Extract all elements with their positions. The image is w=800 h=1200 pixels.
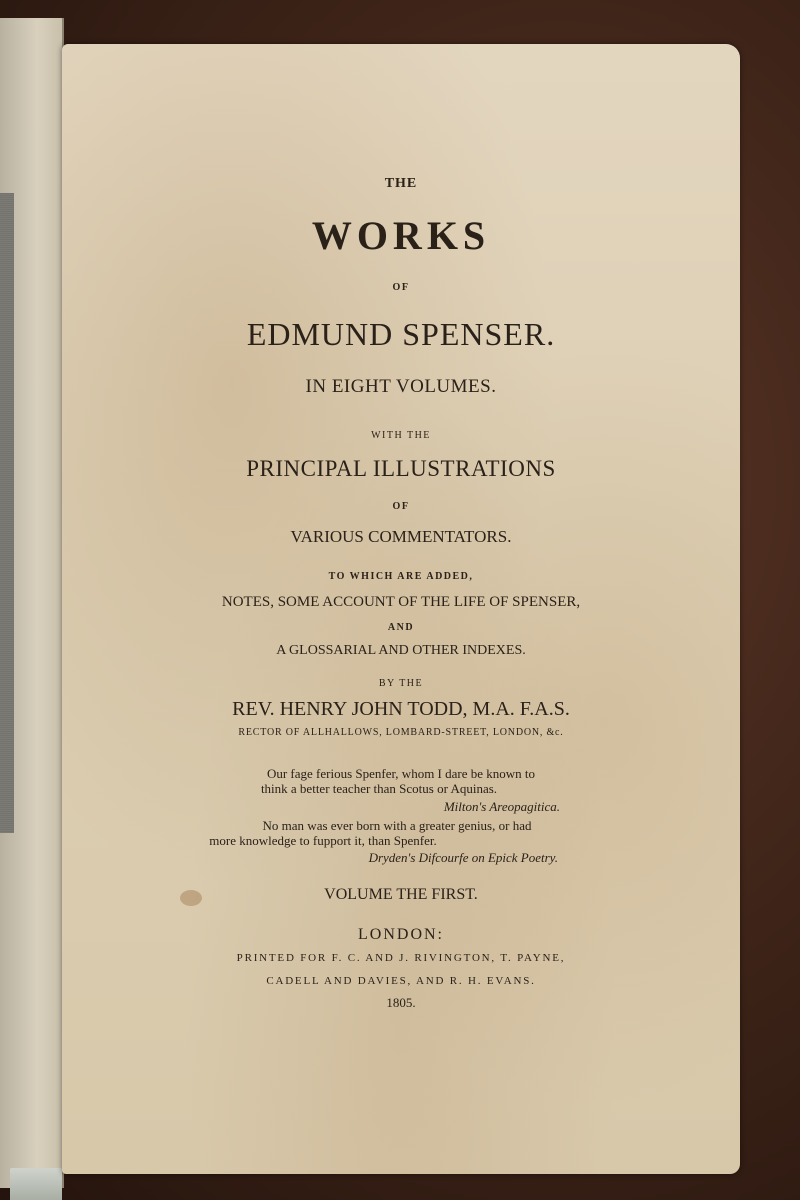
with-the-label: WITH THE xyxy=(371,430,431,441)
editor-name: REV. HENRY JOHN TODD, M.A. F.A.S. xyxy=(232,698,570,720)
works-heading: WORKS xyxy=(311,213,491,258)
engraved-plate-edge xyxy=(0,193,14,833)
of-label-1: OF xyxy=(392,282,410,293)
notes-line: NOTES, SOME ACCOUNT OF THE LIFE OF SPENSER, xyxy=(221,594,581,610)
the-heading: THE xyxy=(384,176,418,191)
of-label-2: OF xyxy=(392,501,410,512)
milton-source: Milton's Areopagitica. xyxy=(443,799,560,814)
imprint-city: LONDON: xyxy=(358,926,444,943)
volumes-line: IN EIGHT VOLUMES. xyxy=(305,376,497,397)
volume-label: VOLUME THE FIRST. xyxy=(324,886,478,903)
principal-illustrations: PRINCIPAL ILLUSTRATIONS xyxy=(246,456,556,481)
imprint-year: 1805. xyxy=(386,995,416,1010)
and-label: AND xyxy=(387,622,415,633)
title-page xyxy=(62,44,740,1174)
printed-for-line-2: CADELL AND DAVIES, AND R. H. EVANS. xyxy=(266,975,536,987)
dryden-quote-line-1: No man was ever born with a greater genius, or had xyxy=(262,818,532,833)
dryden-quote-line-2: more knowledge to fupport it, than Spenfer. xyxy=(209,833,437,848)
glossarial-line: A GLOSSARIAL AND OTHER INDEXES. xyxy=(276,643,526,658)
rector-line: RECTOR OF ALLHALLOWS, LOMBARD-STREET, LONDON, &c. xyxy=(238,727,564,738)
left-page-edge xyxy=(0,18,64,1188)
various-commentators: VARIOUS COMMENTATORS. xyxy=(290,527,512,546)
to-which-added: TO WHICH ARE ADDED, xyxy=(328,571,474,582)
printed-for-line-1: PRINTED FOR F. C. AND J. RIVINGTON, T. PAYNE, xyxy=(236,952,566,964)
author-name: EDMUND SPENSER. xyxy=(246,316,556,352)
milton-quote-line-2: think a better teacher than Scotus or Aquinas. xyxy=(260,781,498,796)
milton-quote-line-1: Our fage ferious Spenfer, whom I dare be known to xyxy=(266,766,536,781)
dryden-source: Dryden's Difcourfe on Epick Poetry. xyxy=(368,850,558,865)
page-corner xyxy=(10,1168,62,1200)
by-the-label: BY THE xyxy=(378,678,424,689)
